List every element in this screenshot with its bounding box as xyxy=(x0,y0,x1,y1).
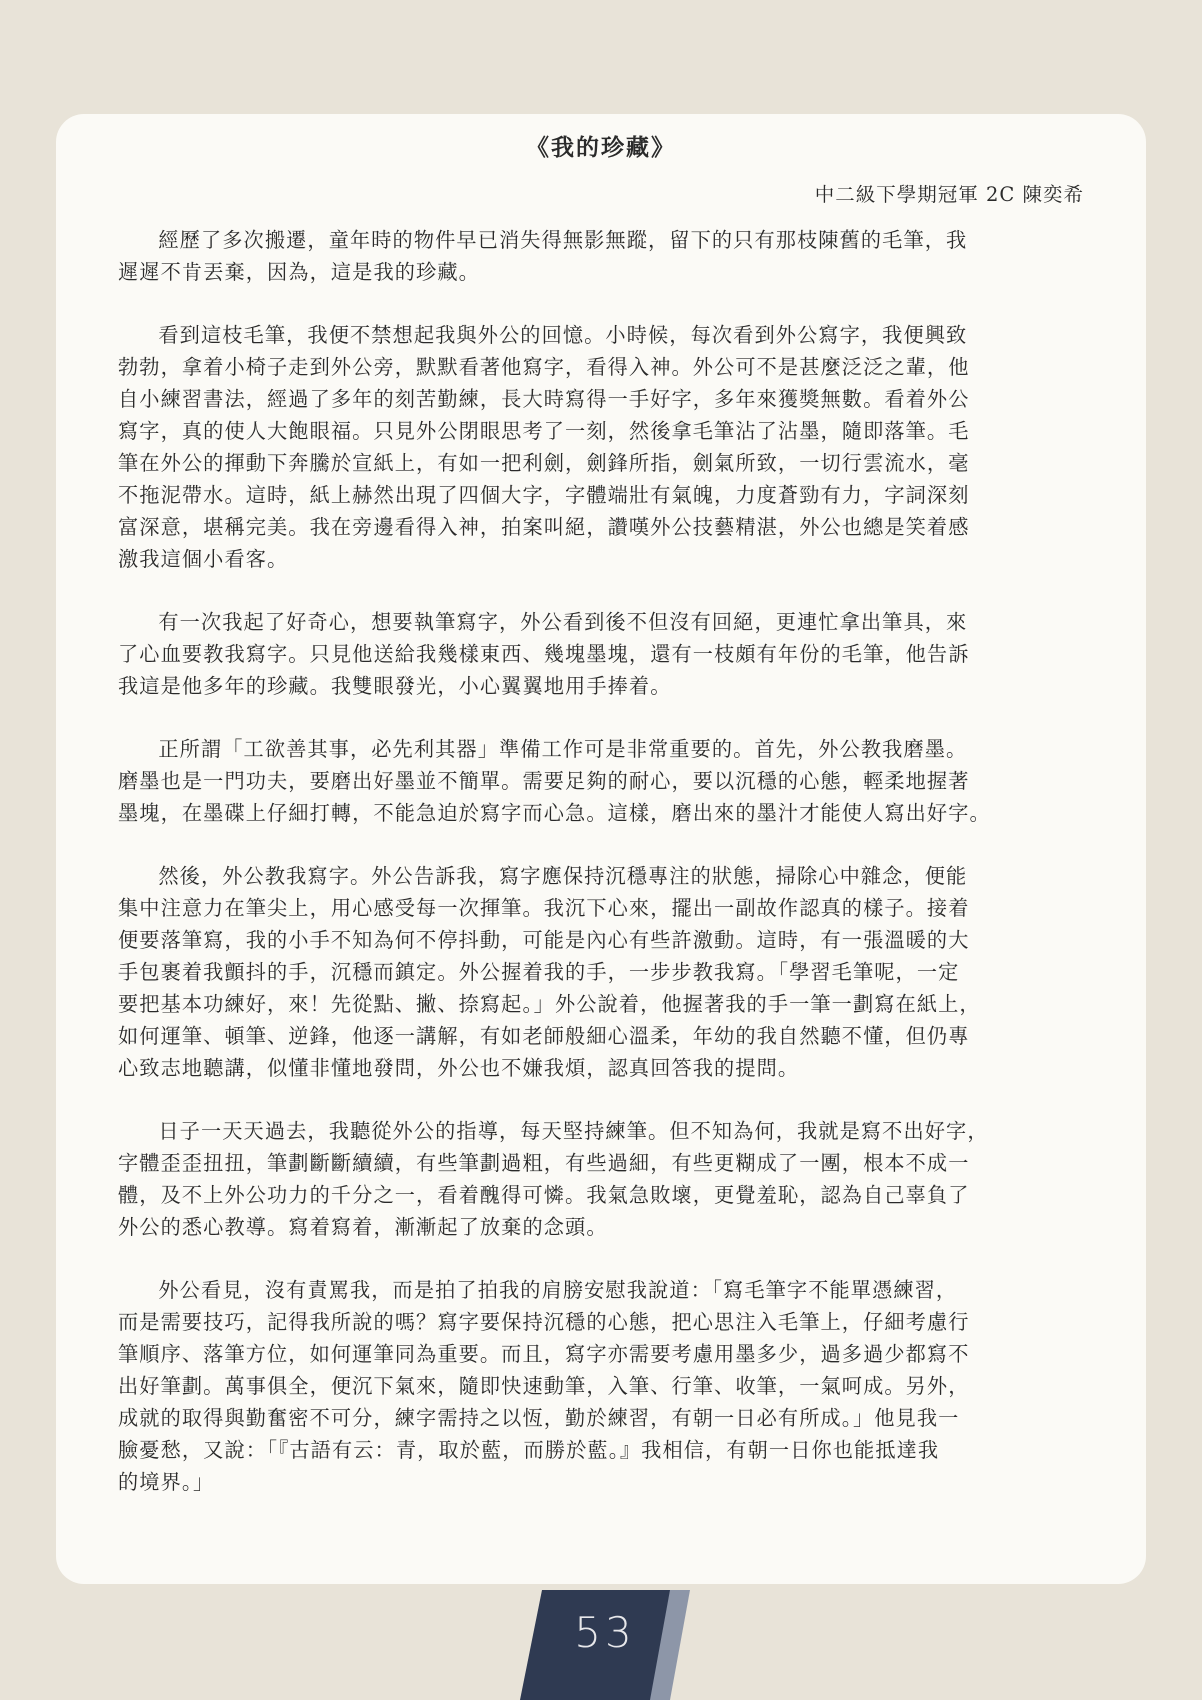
paragraph-1: 經歷了多次搬遷，童年時的物件早已消失得無影無蹤，留下的只有那枝陳舊的毛筆，我 遲遲不肯丟棄，因為，這是我的珍藏。 xyxy=(118,228,968,284)
paragraph-4: 正所謂「工欲善其事，必先利其器」準備工作可是非常重要的。首先，外公教我磨墨。 磨墨也是一門功夫，要磨出好墨並不簡單。需要足夠的耐心，要以沉穩的心態，輕柔地握著 墨塊，在墨碟上仔細打轉，不能急迫於寫字而心急。這樣，磨出來的墨汁才能使人寫出好字。 xyxy=(118,737,991,825)
paragraph-7: 外公看見，沒有責罵我，而是拍了拍我的肩膀安慰我說道：「寫毛筆字不能單憑練習， 而是需要技巧，記得我所說的嗎？寫字要保持沉穩的心態，把心思注入毛筆上，仔細考慮行 筆順序、落筆方位，如何運筆同為重要。而且，寫字亦需要考慮用墨多少，過多過少都寫不 出好筆劃。萬事俱全，便沉下氣來，隨即快速動筆，入筆、行筆、收筆，一氣呵成。另外， 成就的取得與勤奮密不可分，練字需持之以恆，勤於練習，有朝一日必有所成。」他見我一 臉憂愁，又說：「『古語有云：青，取於藍，而勝於藍。』我相信，有朝一日你也能抵達我 的境界。」 xyxy=(118,1278,970,1494)
paragraph-2: 看到這枝毛筆，我便不禁想起我與外公的回憶。小時候，每次看到外公寫字，我便興致 勃勃，拿着小椅子走到外公旁，默默看著他寫字，看得入神。外公可不是甚麼泛泛之輩，他 自小練習書法，經過了多年的刻苦勤練，長大時寫得一手好字，多年來獲獎無數。看着外公 寫字，真的使人大飽眼福。只見外公閉眼思考了一刻，然後拿毛筆沾了沾墨，隨即落筆。毛 筆在外公的揮動下奔騰於宣紙上，有如一把利劍，劍鋒所指，劍氣所致，一切行雲流水，毫 不拖泥帶水。這時，紙上赫然出現了四個大字，字體端壯有氣魄，力度蒼勁有力，字詞深刻 富深意，堪稱完美。我在旁邊看得入神，拍案叫絕，讚嘆外公技藝精湛，外公也總是笑着感 激我這個小看客。 xyxy=(118,323,970,571)
page-number: 53 xyxy=(574,1608,636,1657)
article-title: 《我的珍藏》 xyxy=(526,134,676,161)
author-byline: 中二級下學期冠軍 2C 陳奕希 xyxy=(814,183,1084,206)
article-card xyxy=(56,114,1146,1584)
paragraph-6: 日子一天天過去，我聽從外公的指導，每天堅持練筆。但不知為何，我就是寫不出好字， 字體歪歪扭扭，筆劃斷斷續續，有些筆劃過粗，有些過細，有些更糊成了一團，根本不成一 體，及不上外公功力的千分之一，看着醜得可憐。我氣急敗壞，更覺羞恥，認為自己辜負了 外公的悉心教導。寫着寫着，漸漸起了放棄的念頭。 xyxy=(118,1119,989,1239)
paragraph-5: 然後，外公教我寫字。外公告訴我，寫字應保持沉穩專注的狀態，掃除心中雜念，便能 集中注意力在筆尖上，用心感受每一次揮筆。我沉下心來，擺出一副故作認真的樣子。接着 便要落筆寫，我的小手不知為何不停抖動，可能是內心有些許激動。這時，有一張溫暖的大 手包裹着我顫抖的手，沉穩而鎮定。外公握着我的手，一步步教我寫。「學習毛筆呢，一定 要把基本功練好，來！先從點、撇、捺寫起。」外公說着，他握著我的手一筆一劃寫在紙上， 如何運筆、頓筆、逆鋒，他逐一講解，有如老師般細心溫柔，年幼的我自然聽不懂，但仍專 心致志地聽講，似懂非懂地發問，外公也不嫌我煩，認真回答我的提問。 xyxy=(118,864,981,1080)
paragraph-3: 有一次我起了好奇心，想要執筆寫字，外公看到後不但沒有回絕，更連忙拿出筆具，來 了心血要教我寫字。只見他送給我幾樣東西、幾塊墨塊，還有一枝頗有年份的毛筆，他告訴 我這是他多年的珍藏。我雙眼發光，小心翼翼地用手捧着。 xyxy=(118,610,970,698)
